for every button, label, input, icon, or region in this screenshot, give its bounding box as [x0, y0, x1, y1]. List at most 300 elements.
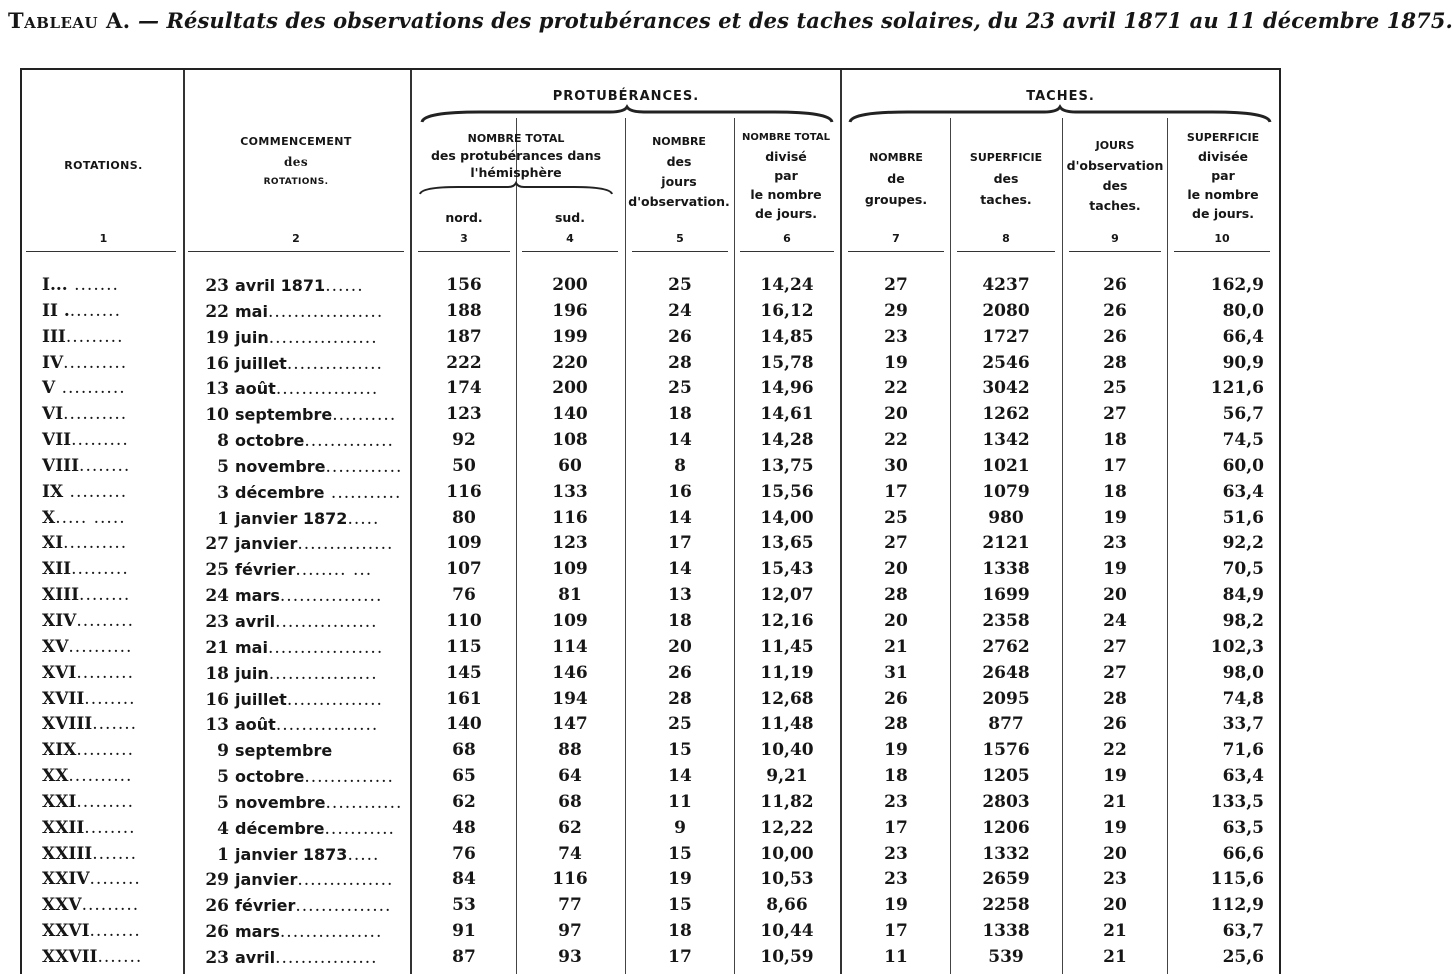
groupes-cell: 19	[884, 352, 908, 373]
column-number: 1	[99, 232, 108, 245]
rotation-cell: IV..........	[42, 352, 128, 373]
table-row	[22, 402, 1279, 428]
jours-taches-cell: 19	[1103, 817, 1127, 838]
sud-cell: 114	[552, 636, 588, 657]
commencement-cell: 4 décembre...........	[217, 818, 395, 839]
jours-cell: 28	[668, 352, 692, 373]
commencement-cell: 23 avril................	[205, 947, 378, 968]
jours-taches-cell: 21	[1103, 921, 1127, 942]
jours-cell: 25	[668, 275, 692, 295]
superficie-cell: 4237	[982, 275, 1030, 295]
commencement-cell: 9 septembre	[217, 741, 333, 762]
superficie-cell: 980	[988, 507, 1024, 528]
sud-cell: 123	[552, 533, 588, 554]
nord-cell: 68	[452, 740, 476, 761]
jours-cell: 26	[668, 662, 692, 683]
nombre-total-brace	[418, 182, 614, 196]
groupes-cell: 17	[884, 921, 908, 942]
nord-cell: 91	[452, 921, 476, 942]
superficie-cell: 1342	[982, 430, 1030, 451]
groupes-cell: 23	[884, 326, 908, 347]
jours-taches-cell: 21	[1103, 946, 1127, 967]
superficie-divisee-cell: 33,7	[1222, 714, 1264, 735]
jours-cell: 25	[668, 714, 692, 735]
groupes-cell: 17	[884, 817, 908, 838]
nord-cell: 84	[452, 869, 476, 890]
superficie-divisee-cell: 66,4	[1222, 326, 1264, 347]
groupes-cell: 23	[884, 869, 908, 890]
commencement-cell: 23 avril................	[205, 611, 378, 632]
jours-cell: 19	[668, 869, 692, 890]
jours-cell: 26	[668, 326, 692, 347]
header-superficie-divisee: SUPERFICIE divisée par le nombre de jours.	[1186, 131, 1260, 221]
table-row	[22, 325, 1279, 351]
table-caption	[8, 8, 1453, 33]
jours-cell: 18	[668, 610, 692, 631]
header-protuberances: PROTUBÉRANCES.	[552, 89, 700, 104]
header-groupes: NOMBRE de groupes.	[864, 151, 928, 207]
nord-cell: 53	[452, 895, 476, 916]
table-row	[22, 919, 1279, 945]
groupes-cell: 22	[884, 378, 908, 399]
ratio-cell: 14,00	[760, 507, 814, 528]
nord-cell: 123	[446, 404, 482, 425]
superficie-cell: 1206	[982, 817, 1030, 838]
sud-cell: 194	[552, 688, 588, 709]
superficie-cell: 2762	[982, 636, 1030, 657]
rotation-cell: XXIII.......	[42, 843, 138, 864]
superficie-divisee-cell: 92,2	[1222, 533, 1264, 554]
header-superficie: SUPERFICIE des taches.	[969, 151, 1043, 207]
caption-title: — Résultats des observations des protubérances et des taches solaires, du 23 avril 1871 au 11 décembre 1875.	[137, 8, 1453, 33]
jours-taches-cell: 18	[1103, 430, 1127, 451]
nord-cell: 115	[446, 636, 482, 657]
commencement-cell: 8 octobre..............	[217, 431, 394, 452]
rotation-cell: XXVII.......	[42, 946, 143, 967]
jours-taches-cell: 23	[1103, 869, 1127, 890]
table-row	[22, 712, 1279, 738]
jours-cell: 14	[668, 766, 692, 787]
table-row	[22, 557, 1279, 583]
sud-cell: 88	[558, 740, 582, 761]
superficie-cell: 2648	[982, 662, 1030, 683]
ratio-cell: 14,24	[760, 275, 814, 295]
sud-cell: 81	[558, 585, 582, 606]
jours-cell: 16	[668, 481, 692, 502]
jours-cell: 14	[668, 430, 692, 451]
rotation-cell: XXIV........	[42, 869, 141, 890]
superficie-divisee-cell: 102,3	[1210, 636, 1264, 657]
nord-cell: 188	[446, 300, 482, 321]
jours-taches-cell: 19	[1103, 766, 1127, 787]
ratio-cell: 14,96	[760, 378, 814, 399]
commencement-cell: 19 juin.................	[205, 327, 378, 348]
superficie-divisee-cell: 90,9	[1222, 352, 1264, 373]
nord-cell: 161	[446, 688, 482, 709]
ratio-cell: 14,61	[760, 404, 814, 425]
nord-cell: 140	[446, 714, 482, 735]
rotation-cell: XXII........	[42, 817, 136, 838]
superficie-divisee-cell: 121,6	[1210, 378, 1264, 399]
jours-taches-cell: 28	[1103, 352, 1127, 373]
observation-table	[20, 68, 1281, 974]
commencement-cell: 1 janvier 1872.....	[217, 508, 380, 529]
nord-cell: 174	[446, 378, 482, 399]
superficie-cell: 1205	[982, 766, 1030, 787]
jours-cell: 24	[668, 300, 692, 321]
ratio-cell: 12,16	[760, 610, 814, 631]
superficie-divisee-cell: 80,0	[1222, 300, 1264, 321]
table-row	[22, 531, 1279, 557]
sud-cell: 116	[552, 507, 588, 528]
nord-cell: 50	[452, 455, 476, 476]
jours-taches-cell: 26	[1103, 326, 1127, 347]
jours-cell: 15	[668, 740, 692, 761]
commencement-cell: 5 novembre............	[217, 792, 403, 813]
taches-brace	[848, 106, 1272, 124]
column-number: 10	[1214, 232, 1230, 245]
groupes-cell: 26	[884, 688, 908, 709]
superficie-divisee-cell: 98,2	[1222, 610, 1264, 631]
table-row	[22, 842, 1279, 868]
rotation-cell: XIV.........	[42, 610, 134, 631]
nord-cell: 65	[452, 766, 476, 787]
table-row	[22, 867, 1279, 893]
jours-taches-cell: 28	[1103, 688, 1127, 709]
commencement-cell: 16 juillet...............	[205, 353, 383, 374]
superficie-divisee-cell: 71,6	[1222, 740, 1264, 761]
superficie-cell: 1338	[982, 921, 1030, 942]
rotation-cell: XXVI........	[42, 921, 141, 942]
groupes-cell: 27	[884, 533, 908, 554]
superficie-cell: 1699	[982, 585, 1030, 606]
jours-taches-cell: 25	[1103, 378, 1127, 399]
table-row	[22, 273, 1279, 299]
groupes-cell: 31	[884, 662, 908, 683]
table-row	[22, 893, 1279, 919]
superficie-cell: 877	[988, 714, 1024, 735]
nord-cell: 187	[446, 326, 482, 347]
jours-taches-cell: 24	[1103, 610, 1127, 631]
nord-cell: 76	[452, 585, 476, 606]
rotation-cell: IX .........	[42, 481, 128, 502]
ratio-cell: 10,00	[760, 843, 814, 864]
header-rule	[26, 251, 176, 252]
superficie-cell: 1332	[982, 843, 1030, 864]
sud-cell: 220	[552, 352, 588, 373]
groupes-cell: 30	[884, 455, 908, 476]
column-number: 5	[676, 232, 684, 245]
superficie-divisee-cell: 66,6	[1222, 843, 1264, 864]
superficie-divisee-cell: 63,4	[1222, 481, 1264, 502]
nord-cell: 145	[446, 662, 482, 683]
rotation-cell: II .........	[42, 300, 121, 321]
header-rule	[848, 251, 944, 252]
header-rule	[632, 251, 728, 252]
ratio-cell: 10,53	[760, 869, 814, 890]
rotation-cell: V ..........	[42, 378, 126, 399]
ratio-cell: 12,22	[760, 817, 814, 838]
header-rule	[188, 251, 404, 252]
superficie-divisee-cell: 112,9	[1210, 895, 1264, 916]
sud-cell: 108	[552, 430, 588, 451]
ratio-cell: 11,45	[760, 636, 814, 657]
column-number: 2	[292, 232, 300, 245]
jours-cell: 28	[668, 688, 692, 709]
sud-cell: 133	[552, 481, 588, 502]
rotation-cell: XVII........	[42, 688, 136, 709]
jours-cell: 17	[668, 946, 692, 967]
jours-cell: 13	[668, 585, 692, 606]
ratio-cell: 15,43	[760, 559, 814, 580]
table-row	[22, 945, 1279, 971]
table-row	[22, 687, 1279, 713]
superficie-cell: 2803	[982, 791, 1030, 812]
jours-taches-cell: 19	[1103, 559, 1127, 580]
superficie-cell: 2121	[982, 533, 1030, 554]
rotation-cell: XI..........	[42, 533, 128, 554]
ratio-cell: 10,44	[760, 921, 814, 942]
column-number: 9	[1111, 232, 1119, 245]
nord-cell: 156	[446, 275, 482, 295]
table-row	[22, 790, 1279, 816]
sud-cell: 109	[552, 559, 588, 580]
sud-cell: 97	[558, 921, 582, 942]
sud-cell: 68	[558, 791, 582, 812]
nord-cell: 109	[446, 533, 482, 554]
sud-cell: 199	[552, 326, 588, 347]
jours-taches-cell: 17	[1103, 455, 1127, 476]
ratio-cell: 10,40	[760, 740, 814, 761]
column-number: 6	[783, 232, 791, 245]
table-row	[22, 816, 1279, 842]
rotation-cell: VI..........	[42, 404, 128, 425]
commencement-cell: 21 mai..................	[205, 637, 384, 658]
groupes-cell: 27	[884, 275, 908, 295]
jours-cell: 20	[668, 636, 692, 657]
superficie-divisee-cell: 56,7	[1222, 404, 1264, 425]
sud-cell: 62	[558, 817, 582, 838]
sud-cell: 116	[552, 869, 588, 890]
table-row	[22, 506, 1279, 532]
jours-cell: 8	[674, 455, 686, 476]
jours-taches-cell: 26	[1103, 275, 1127, 295]
rotation-cell: XIII........	[42, 585, 131, 606]
groupes-cell: 20	[884, 559, 908, 580]
superficie-cell: 539	[988, 946, 1024, 967]
sud-cell: 200	[552, 275, 588, 295]
sud-cell: 146	[552, 662, 588, 683]
groupes-cell: 29	[884, 300, 908, 321]
nord-cell: 92	[452, 430, 476, 451]
ratio-cell: 12,07	[760, 585, 814, 606]
commencement-cell: 18 juin.................	[205, 663, 378, 684]
jours-taches-cell: 27	[1103, 636, 1127, 657]
nord-cell: 80	[452, 507, 476, 528]
jours-cell: 18	[668, 921, 692, 942]
sud-cell: 109	[552, 610, 588, 631]
groupes-cell: 28	[884, 714, 908, 735]
superficie-divisee-cell: 74,8	[1222, 688, 1264, 709]
superficie-cell: 2546	[982, 352, 1030, 373]
ratio-cell: 9,21	[766, 766, 808, 787]
jours-taches-cell: 27	[1103, 662, 1127, 683]
column-number: 7	[892, 232, 900, 245]
commencement-cell: 26 février...............	[205, 896, 392, 917]
ratio-cell: 10,59	[760, 946, 814, 967]
ratio-cell: 15,56	[760, 481, 814, 502]
commencement-cell: 27 janvier...............	[205, 534, 394, 555]
table-row	[22, 583, 1279, 609]
rotation-cell: XIX.........	[42, 740, 134, 761]
jours-taches-cell: 20	[1103, 895, 1127, 916]
header-sud: sud.	[554, 210, 586, 225]
superficie-cell: 1576	[982, 740, 1030, 761]
superficie-divisee-cell: 70,5	[1222, 559, 1264, 580]
header-commencement: COMMENCEMENT des ROTATIONS.	[240, 135, 352, 187]
nord-cell: 48	[452, 817, 476, 838]
ratio-cell: 11,19	[760, 662, 814, 683]
superficie-cell: 2659	[982, 869, 1030, 890]
ratio-cell: 15,78	[760, 352, 814, 373]
header-rule	[957, 251, 1055, 252]
header-nord: nord.	[445, 210, 483, 225]
commencement-cell: 25 février........ ...	[205, 560, 373, 581]
jours-cell: 15	[668, 843, 692, 864]
jours-cell: 11	[668, 791, 692, 812]
ratio-cell: 8,66	[766, 895, 808, 916]
superficie-divisee-cell: 63,5	[1222, 817, 1264, 838]
rotation-cell: VII.........	[42, 430, 129, 451]
commencement-cell: 5 novembre............	[217, 456, 403, 477]
commencement-cell: 3 décembre ...........	[217, 482, 402, 503]
superficie-divisee-cell: 162,9	[1210, 275, 1264, 295]
jours-cell: 18	[668, 404, 692, 425]
jours-cell: 14	[668, 559, 692, 580]
table-row	[22, 738, 1279, 764]
commencement-cell: 13 août................	[205, 379, 379, 400]
rotation-cell: VIII........	[42, 455, 131, 476]
rotation-cell: XII.........	[42, 559, 129, 580]
rotation-cell: X..... .....	[42, 507, 126, 528]
header-rule	[522, 251, 618, 252]
superficie-divisee-cell: 133,5	[1210, 791, 1264, 812]
superficie-cell: 2358	[982, 610, 1030, 631]
superficie-divisee-cell: 25,6	[1222, 946, 1264, 967]
rotation-cell: XV..........	[42, 636, 133, 657]
jours-taches-cell: 22	[1103, 740, 1127, 761]
superficie-cell: 3042	[982, 378, 1030, 399]
commencement-cell: 10 septembre..........	[205, 405, 397, 426]
jours-taches-cell: 23	[1103, 533, 1127, 554]
column-number: 3	[460, 232, 468, 245]
header-rotations: ROTATIONS.	[64, 159, 143, 172]
header-jours-taches: JOURS d'observation des taches.	[1066, 139, 1164, 213]
rotation-cell: III.........	[42, 326, 124, 347]
ratio-cell: 11,82	[760, 791, 814, 812]
header-nombre-jours: NOMBRE des jours d'observation.	[628, 135, 730, 209]
caption-label: Tableau A.	[8, 8, 131, 33]
jours-cell: 14	[668, 507, 692, 528]
rotation-cell: I... .......	[42, 275, 119, 295]
jours-taches-cell: 18	[1103, 481, 1127, 502]
commencement-cell: 5 octobre..............	[217, 767, 394, 788]
commencement-cell: 16 juillet...............	[205, 689, 383, 710]
groupes-cell: 20	[884, 404, 908, 425]
table-row	[22, 764, 1279, 790]
ratio-cell: 14,28	[760, 430, 814, 451]
groupes-cell: 23	[884, 791, 908, 812]
rotation-cell: XX..........	[42, 766, 133, 787]
nord-cell: 87	[452, 946, 476, 967]
header-rule	[1069, 251, 1161, 252]
superficie-divisee-cell: 51,6	[1222, 507, 1264, 528]
table-row	[22, 428, 1279, 454]
nord-cell: 107	[446, 559, 482, 580]
ratio-cell: 12,68	[760, 688, 814, 709]
table-row	[22, 351, 1279, 377]
superficie-cell: 1262	[982, 404, 1030, 425]
jours-taches-cell: 20	[1103, 585, 1127, 606]
nord-cell: 116	[446, 481, 482, 502]
jours-taches-cell: 26	[1103, 300, 1127, 321]
superficie-divisee-cell: 115,6	[1210, 869, 1264, 890]
jours-taches-cell: 19	[1103, 507, 1127, 528]
sud-cell: 64	[558, 766, 582, 787]
nord-cell: 110	[446, 610, 482, 631]
sud-cell: 147	[552, 714, 588, 735]
table-row	[22, 480, 1279, 506]
sud-cell: 77	[558, 895, 582, 916]
header-rule	[1174, 251, 1270, 252]
sud-cell: 196	[552, 300, 588, 321]
groupes-cell: 23	[884, 843, 908, 864]
superficie-cell: 1338	[982, 559, 1030, 580]
ratio-cell: 11,48	[760, 714, 814, 735]
commencement-cell: 29 janvier...............	[205, 870, 394, 891]
nord-cell: 76	[452, 843, 476, 864]
nord-cell: 62	[452, 791, 476, 812]
protuberances-brace	[420, 106, 834, 124]
sud-cell: 74	[558, 843, 582, 864]
commencement-cell: 22 mai..................	[205, 301, 384, 322]
table-row	[22, 454, 1279, 480]
groupes-cell: 19	[884, 740, 908, 761]
table-row	[22, 376, 1279, 402]
sud-cell: 200	[552, 378, 588, 399]
header-rule	[418, 251, 510, 252]
superficie-cell: 2095	[982, 688, 1030, 709]
rotation-cell: XVI.........	[42, 662, 134, 683]
superficie-divisee-cell: 98,0	[1222, 662, 1264, 683]
header-ratio: NOMBRE TOTAL divisé par le nombre de jours.	[742, 132, 830, 221]
header-rule	[740, 251, 834, 252]
groupes-cell: 19	[884, 895, 908, 916]
nord-cell: 222	[446, 352, 482, 373]
jours-taches-cell: 27	[1103, 404, 1127, 425]
superficie-cell: 1727	[982, 326, 1030, 347]
jours-cell: 25	[668, 378, 692, 399]
ratio-cell: 13,75	[760, 455, 814, 476]
jours-taches-cell: 26	[1103, 714, 1127, 735]
jours-taches-cell: 20	[1103, 843, 1127, 864]
column-number: 8	[1002, 232, 1010, 245]
ratio-cell: 13,65	[760, 533, 814, 554]
sud-cell: 140	[552, 404, 588, 425]
table-row	[22, 299, 1279, 325]
table-row	[22, 635, 1279, 661]
rotation-cell: XXV.........	[42, 895, 140, 916]
